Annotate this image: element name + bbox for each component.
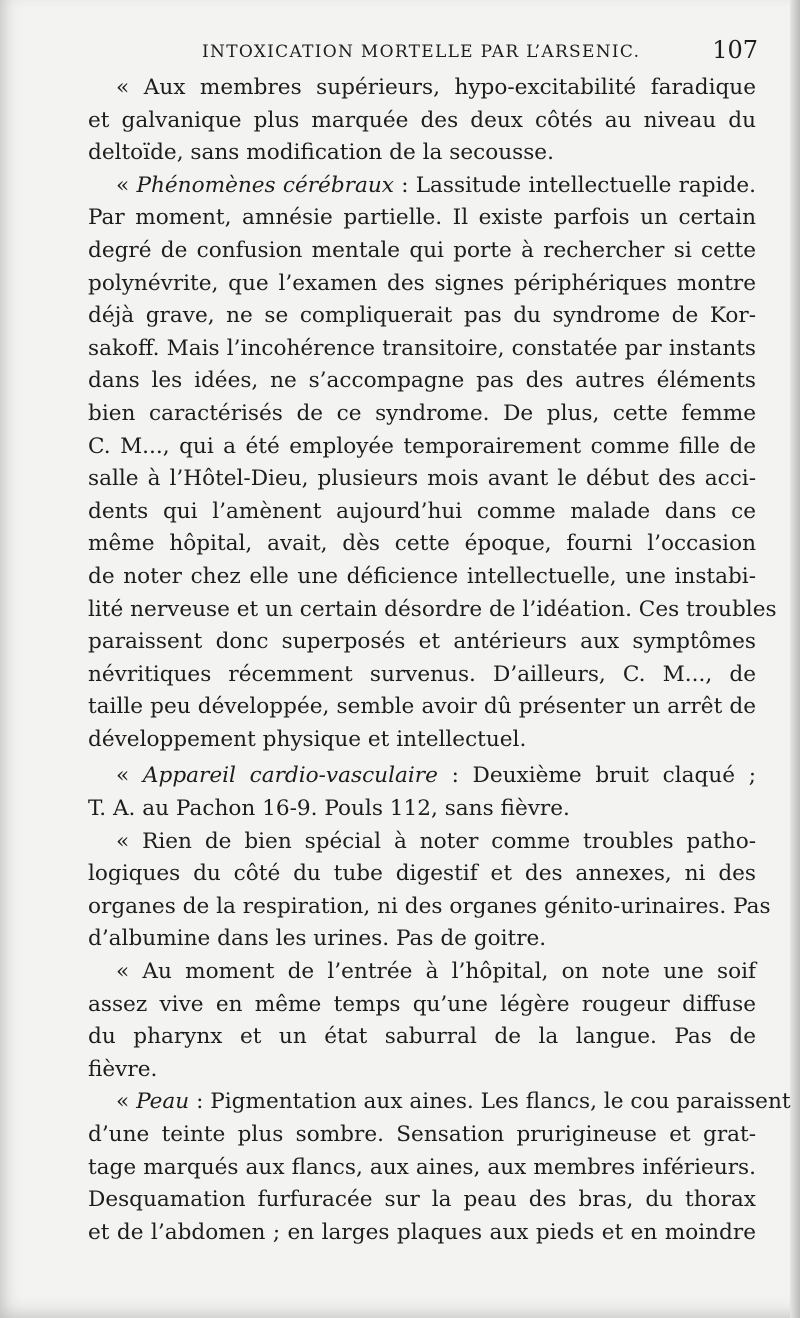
- text-line: « Au moment de l’entrée à l’hôpital, on note une soif: [116, 959, 756, 985]
- text-line: salle à l’Hôtel-Dieu, plusieurs mois avant le début des acci-: [88, 466, 756, 492]
- section-heading: Peau: [136, 1089, 190, 1115]
- section-heading: Phénomènes cérébraux: [136, 172, 394, 198]
- line-text: : Lassitude intellectuelle rapide.: [393, 172, 756, 198]
- body-text: [88, 72, 791, 1249]
- text-line: assez vive en même temps qu’une légère rougeur diffuse: [88, 991, 756, 1017]
- text-line: [88, 170, 756, 203]
- text-line: deltoïde, sans modification de la secousse.: [88, 140, 554, 166]
- text-line: Desquamation furfuracée sur la peau des bras, du thorax: [88, 1187, 756, 1213]
- text-line: C. M..., qui a été employée temporairement comme fille de: [88, 433, 756, 459]
- text-line: taille peu développée, semble avoir dû présenter un arrêt de: [88, 694, 756, 720]
- text-line: d’une teinte plus sombre. Sensation prurigineuse et grat-: [88, 1122, 756, 1147]
- text-line: tage marqués aux flancs, aux aines, aux membres inférieurs.: [88, 1154, 756, 1180]
- text-line: T. A. au Pachon 16-9. Pouls 112, sans fièvre.: [88, 796, 570, 822]
- guillemet: «: [116, 763, 130, 789]
- text-line: fièvre.: [88, 1056, 158, 1082]
- text-line: dents qui l’amènent aujourd’hui comme malade dans ce: [88, 498, 756, 524]
- text-line: Par moment, amnésie partielle. Il existe parfois un certain: [88, 205, 756, 231]
- running-head: INTOXICATION MORTELLE PAR L’ARSENIC.: [202, 42, 641, 62]
- text-line: organes de la respiration, ni des organes génito-urinaires. Pas: [88, 893, 771, 919]
- text-line: de noter chez elle une déficience intellectuelle, une instabi-: [88, 563, 756, 589]
- text-line: sakoff. Mais l’incohérence transitoire, constatée par instants: [88, 335, 756, 361]
- text-line: degré de confusion mentale qui porte à rechercher si cette: [88, 237, 756, 263]
- page-number: 107: [712, 36, 758, 64]
- guillemet: «: [116, 1089, 130, 1115]
- page-header: [90, 30, 758, 70]
- guillemet: «: [116, 172, 130, 198]
- text-line: [88, 760, 756, 793]
- section-heading: Appareil cardio-vasculaire: [142, 763, 438, 789]
- text-line: « Rien de bien spécial à noter comme troubles patho-: [116, 828, 756, 854]
- text-line: « Aux membres supérieurs, hypo-excitabilité faradique: [116, 75, 756, 100]
- page-edge: [790, 0, 800, 1318]
- line-text: : Pigmentation aux aines. Les flancs, le cou paraissent: [189, 1089, 791, 1115]
- text-line: lité nerveuse et un certain désordre de l’idéation. Ces troubles: [88, 596, 777, 622]
- text-line: paraissent donc superposés et antérieurs aux symptômes: [88, 629, 756, 655]
- text-line: et de l’abdomen ; en larges plaques aux pieds et en moindre: [88, 1219, 756, 1245]
- line-text: : Deuxième bruit claqué ;: [437, 763, 756, 789]
- text-line: névritiques récemment survenus. D’ailleurs, C. M..., de: [88, 661, 756, 687]
- text-line: polynévrite, que l’examen des signes périphériques montre: [88, 270, 756, 296]
- text-line: développement physique et intellectuel.: [88, 726, 527, 752]
- text-line: et galvanique plus marquée des deux côtés au niveau du: [88, 107, 756, 133]
- text-line: d’albumine dans les urines. Pas de goitre.: [88, 926, 547, 952]
- text-line: déjà grave, ne se compliquerait pas du syndrome de Kor-: [88, 303, 756, 329]
- text-line: dans les idées, ne s’accompagne pas des autres éléments: [88, 368, 756, 394]
- text-line: du pharynx et un état saburral de la langue. Pas de: [88, 1024, 756, 1050]
- text-line: [88, 1086, 791, 1119]
- text-line: même hôpital, avait, dès cette époque, fourni l’occasion: [88, 531, 756, 557]
- text-line: logiques du côté du tube digestif et des annexes, ni des: [88, 861, 756, 887]
- text-line: bien caractérisés de ce syndrome. De plus, cette femme: [88, 400, 756, 426]
